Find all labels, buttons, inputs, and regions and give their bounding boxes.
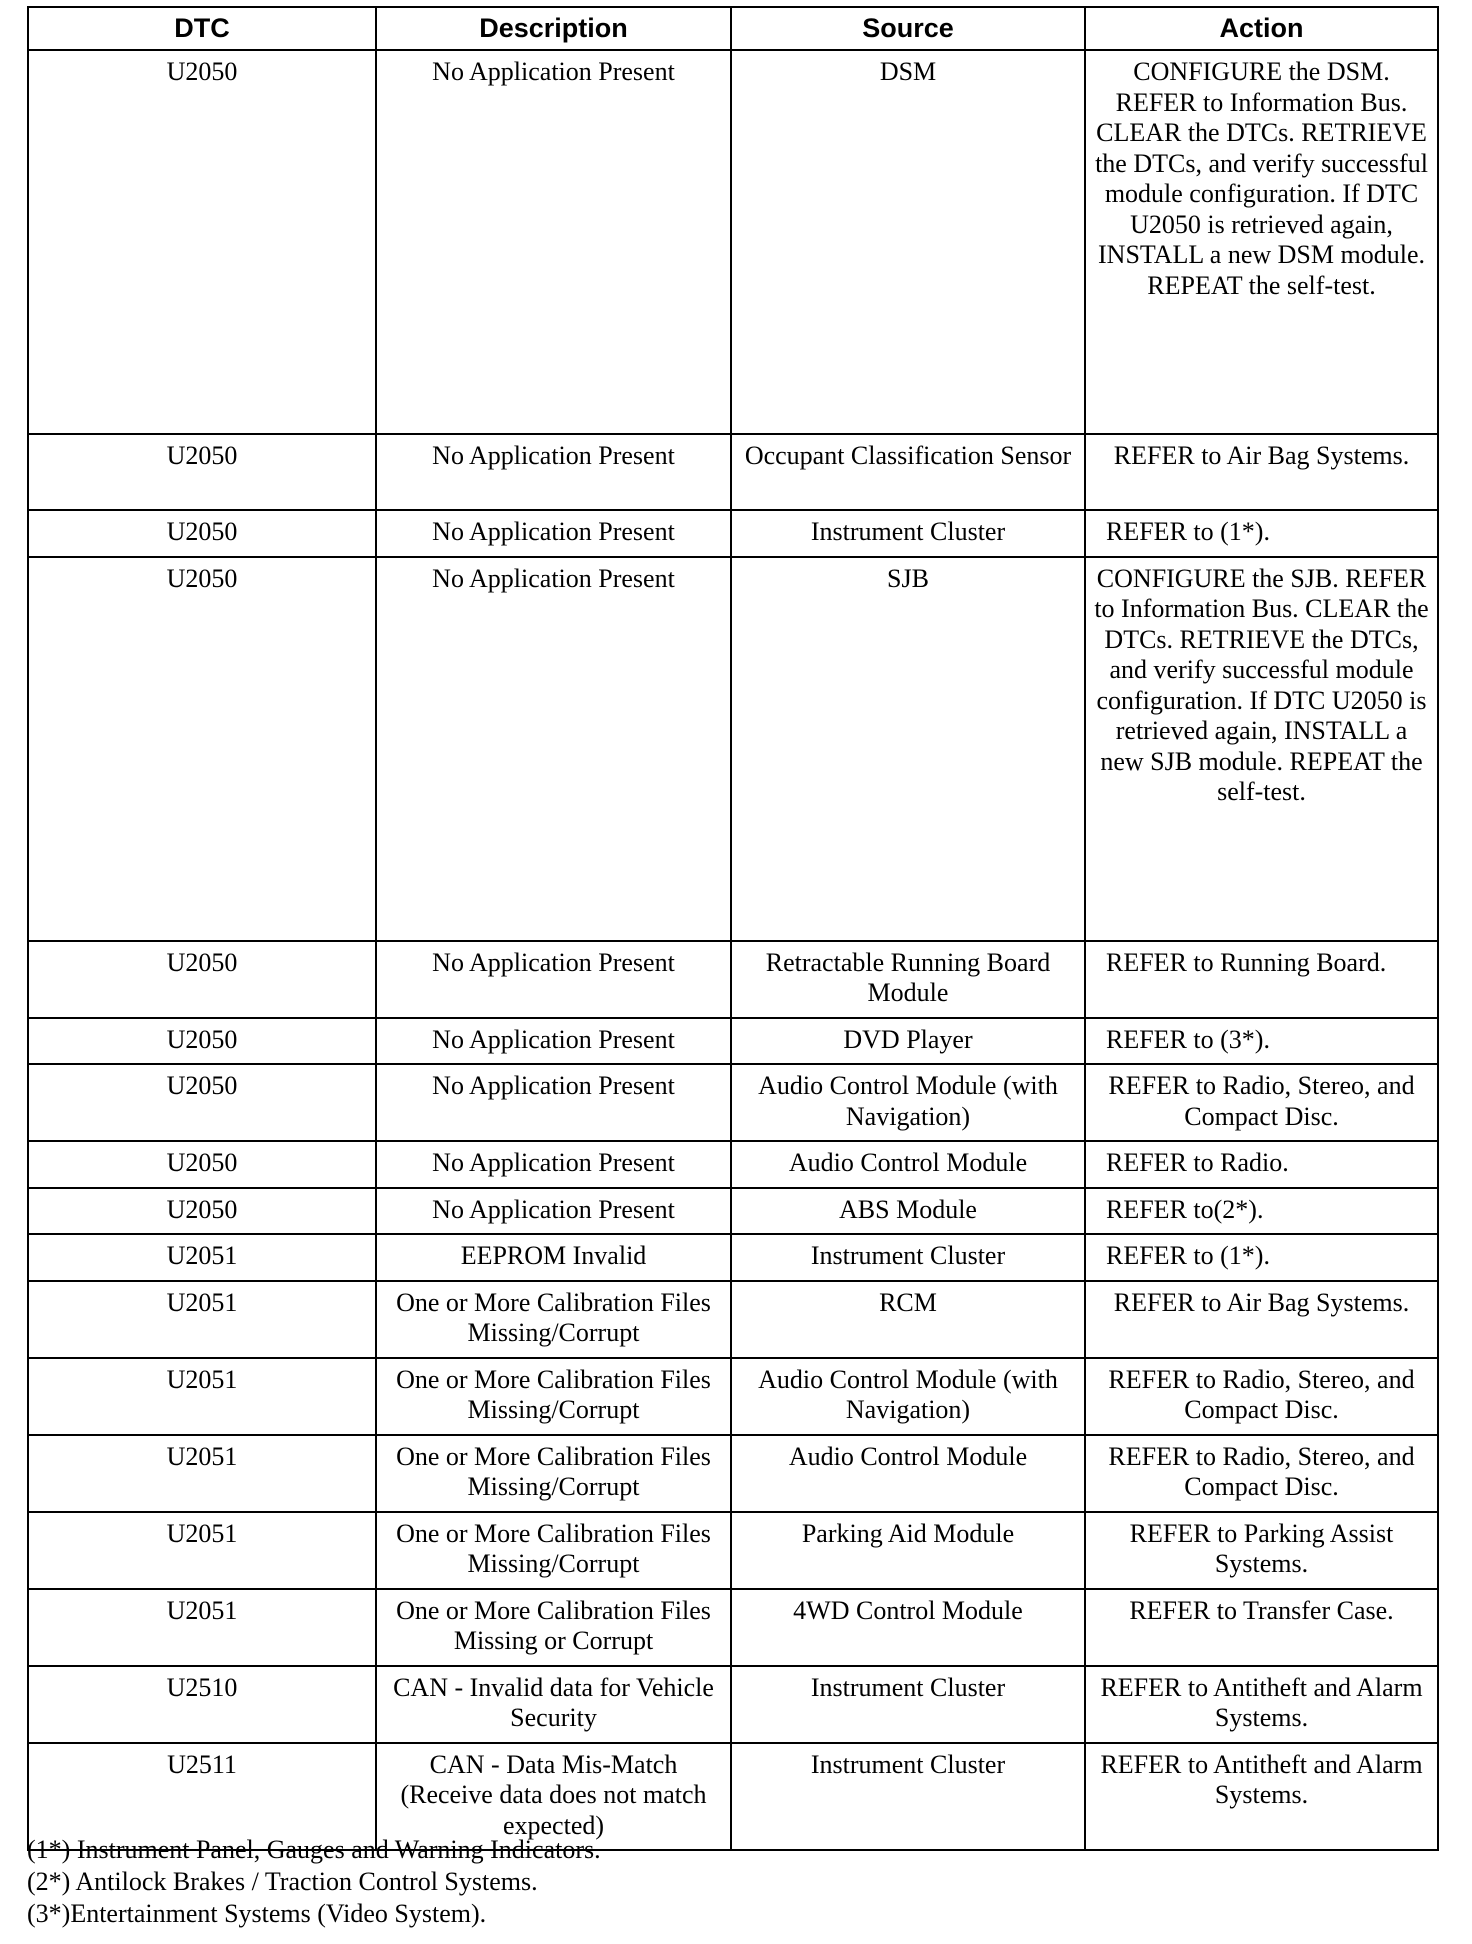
- source-cell: Occupant Classification Sensor: [731, 434, 1085, 510]
- source-cell: Retractable Running Board Module: [731, 941, 1085, 1018]
- action-cell: CONFIGURE the SJB. REFER to Information Bus. CLEAR the DTCs. RETRIEVE the DTCs, and verify successful module configuration. If DTC U2050 is retrieved again, INSTALL a new SJB module. REPEAT the self-test.: [1085, 557, 1438, 941]
- table-row: [28, 510, 1438, 557]
- description-cell: CAN - Data Mis-Match (Receive data does not match expected): [376, 1743, 731, 1851]
- dtc-cell: U2051: [28, 1234, 376, 1281]
- action-cell: CONFIGURE the DSM. REFER to Information Bus. CLEAR the DTCs. RETRIEVE the DTCs, and verify successful module configuration. If DTC U2050 is retrieved again, INSTALL a new DSM module. REPEAT the self-test.: [1085, 50, 1438, 434]
- source-cell: Parking Aid Module: [731, 1512, 1085, 1589]
- column-header-action: Action: [1085, 7, 1438, 50]
- action-cell: REFER to (3*).: [1085, 1018, 1438, 1065]
- table-row: [28, 941, 1438, 1018]
- dtc-cell: U2050: [28, 434, 376, 510]
- table-row: [28, 434, 1438, 510]
- source-cell: RCM: [731, 1281, 1085, 1358]
- description-cell: No Application Present: [376, 1141, 731, 1188]
- dtc-cell: U2050: [28, 1141, 376, 1188]
- description-cell: No Application Present: [376, 434, 731, 510]
- source-cell: Audio Control Module: [731, 1435, 1085, 1512]
- table-row: [28, 1666, 1438, 1743]
- dtc-cell: U2050: [28, 1018, 376, 1065]
- table-row: [28, 1589, 1438, 1666]
- table-row: [28, 1358, 1438, 1435]
- action-cell: REFER to (1*).: [1085, 1234, 1438, 1281]
- action-cell: REFER to Parking Assist Systems.: [1085, 1512, 1438, 1589]
- table-row: [28, 1018, 1438, 1065]
- table-row: [28, 1281, 1438, 1358]
- footnotes: [27, 1834, 601, 1930]
- dtc-cell: U2051: [28, 1512, 376, 1589]
- dtc-cell: U2050: [28, 941, 376, 1018]
- table-row: [28, 1064, 1438, 1141]
- source-cell: Audio Control Module (with Navigation): [731, 1358, 1085, 1435]
- description-cell: One or More Calibration Files Missing/Corrupt: [376, 1512, 731, 1589]
- table-row: [28, 1234, 1438, 1281]
- dtc-cell: U2051: [28, 1589, 376, 1666]
- dtc-cell: U2050: [28, 1188, 376, 1235]
- table-row: [28, 1435, 1438, 1512]
- dtc-cell: U2050: [28, 557, 376, 941]
- source-cell: Instrument Cluster: [731, 1234, 1085, 1281]
- table-row: [28, 1141, 1438, 1188]
- action-cell: REFER to Antitheft and Alarm Systems.: [1085, 1666, 1438, 1743]
- dtc-cell: U2051: [28, 1281, 376, 1358]
- footnote: (3*)Entertainment Systems (Video System).: [27, 1899, 487, 1928]
- table-header-row: [28, 7, 1438, 50]
- action-cell: REFER to (1*).: [1085, 510, 1438, 557]
- description-cell: No Application Present: [376, 1018, 731, 1065]
- dtc-cell: U2050: [28, 50, 376, 434]
- source-cell: SJB: [731, 557, 1085, 941]
- dtc-cell: U2050: [28, 1064, 376, 1141]
- action-cell: REFER to Radio.: [1085, 1141, 1438, 1188]
- column-header-description: Description: [376, 7, 731, 50]
- description-cell: One or More Calibration Files Missing or Corrupt: [376, 1589, 731, 1666]
- description-cell: No Application Present: [376, 557, 731, 941]
- table-row: [28, 1512, 1438, 1589]
- action-cell: REFER to Running Board.: [1085, 941, 1438, 1018]
- action-cell: REFER to(2*).: [1085, 1188, 1438, 1235]
- source-cell: 4WD Control Module: [731, 1589, 1085, 1666]
- source-cell: DSM: [731, 50, 1085, 434]
- description-cell: No Application Present: [376, 941, 731, 1018]
- dtc-cell: U2510: [28, 1666, 376, 1743]
- description-cell: One or More Calibration Files Missing/Corrupt: [376, 1435, 731, 1512]
- description-cell: One or More Calibration Files Missing/Corrupt: [376, 1281, 731, 1358]
- action-cell: REFER to Air Bag Systems.: [1085, 1281, 1438, 1358]
- action-cell: REFER to Transfer Case.: [1085, 1589, 1438, 1666]
- column-header-dtc: DTC: [28, 7, 376, 50]
- source-cell: Instrument Cluster: [731, 1743, 1085, 1851]
- table-row: [28, 1188, 1438, 1235]
- source-cell: Instrument Cluster: [731, 510, 1085, 557]
- action-cell: REFER to Air Bag Systems.: [1085, 434, 1438, 510]
- description-cell: No Application Present: [376, 510, 731, 557]
- action-cell: REFER to Antitheft and Alarm Systems.: [1085, 1743, 1438, 1851]
- footnote: (2*) Antilock Brakes / Traction Control Systems.: [27, 1867, 538, 1896]
- source-cell: ABS Module: [731, 1188, 1085, 1235]
- source-cell: Instrument Cluster: [731, 1666, 1085, 1743]
- table-row: [28, 50, 1438, 434]
- description-cell: One or More Calibration Files Missing/Corrupt: [376, 1358, 731, 1435]
- description-cell: No Application Present: [376, 50, 731, 434]
- footnote: (1*) Instrument Panel, Gauges and Warning Indicators.: [27, 1835, 601, 1864]
- source-cell: Audio Control Module (with Navigation): [731, 1064, 1085, 1141]
- dtc-cell: U2050: [28, 510, 376, 557]
- description-cell: No Application Present: [376, 1188, 731, 1235]
- description-cell: CAN - Invalid data for Vehicle Security: [376, 1666, 731, 1743]
- action-cell: REFER to Radio, Stereo, and Compact Disc.: [1085, 1358, 1438, 1435]
- source-cell: Audio Control Module: [731, 1141, 1085, 1188]
- dtc-cell: U2511: [28, 1743, 376, 1851]
- action-cell: REFER to Radio, Stereo, and Compact Disc.: [1085, 1064, 1438, 1141]
- column-header-source: Source: [731, 7, 1085, 50]
- source-cell: DVD Player: [731, 1018, 1085, 1065]
- description-cell: EEPROM Invalid: [376, 1234, 731, 1281]
- description-cell: No Application Present: [376, 1064, 731, 1141]
- dtc-cell: U2051: [28, 1435, 376, 1512]
- table-row: [28, 557, 1438, 941]
- dtc-document: [27, 6, 1437, 1851]
- action-cell: REFER to Radio, Stereo, and Compact Disc.: [1085, 1435, 1438, 1512]
- dtc-cell: U2051: [28, 1358, 376, 1435]
- dtc-table: [27, 6, 1439, 1851]
